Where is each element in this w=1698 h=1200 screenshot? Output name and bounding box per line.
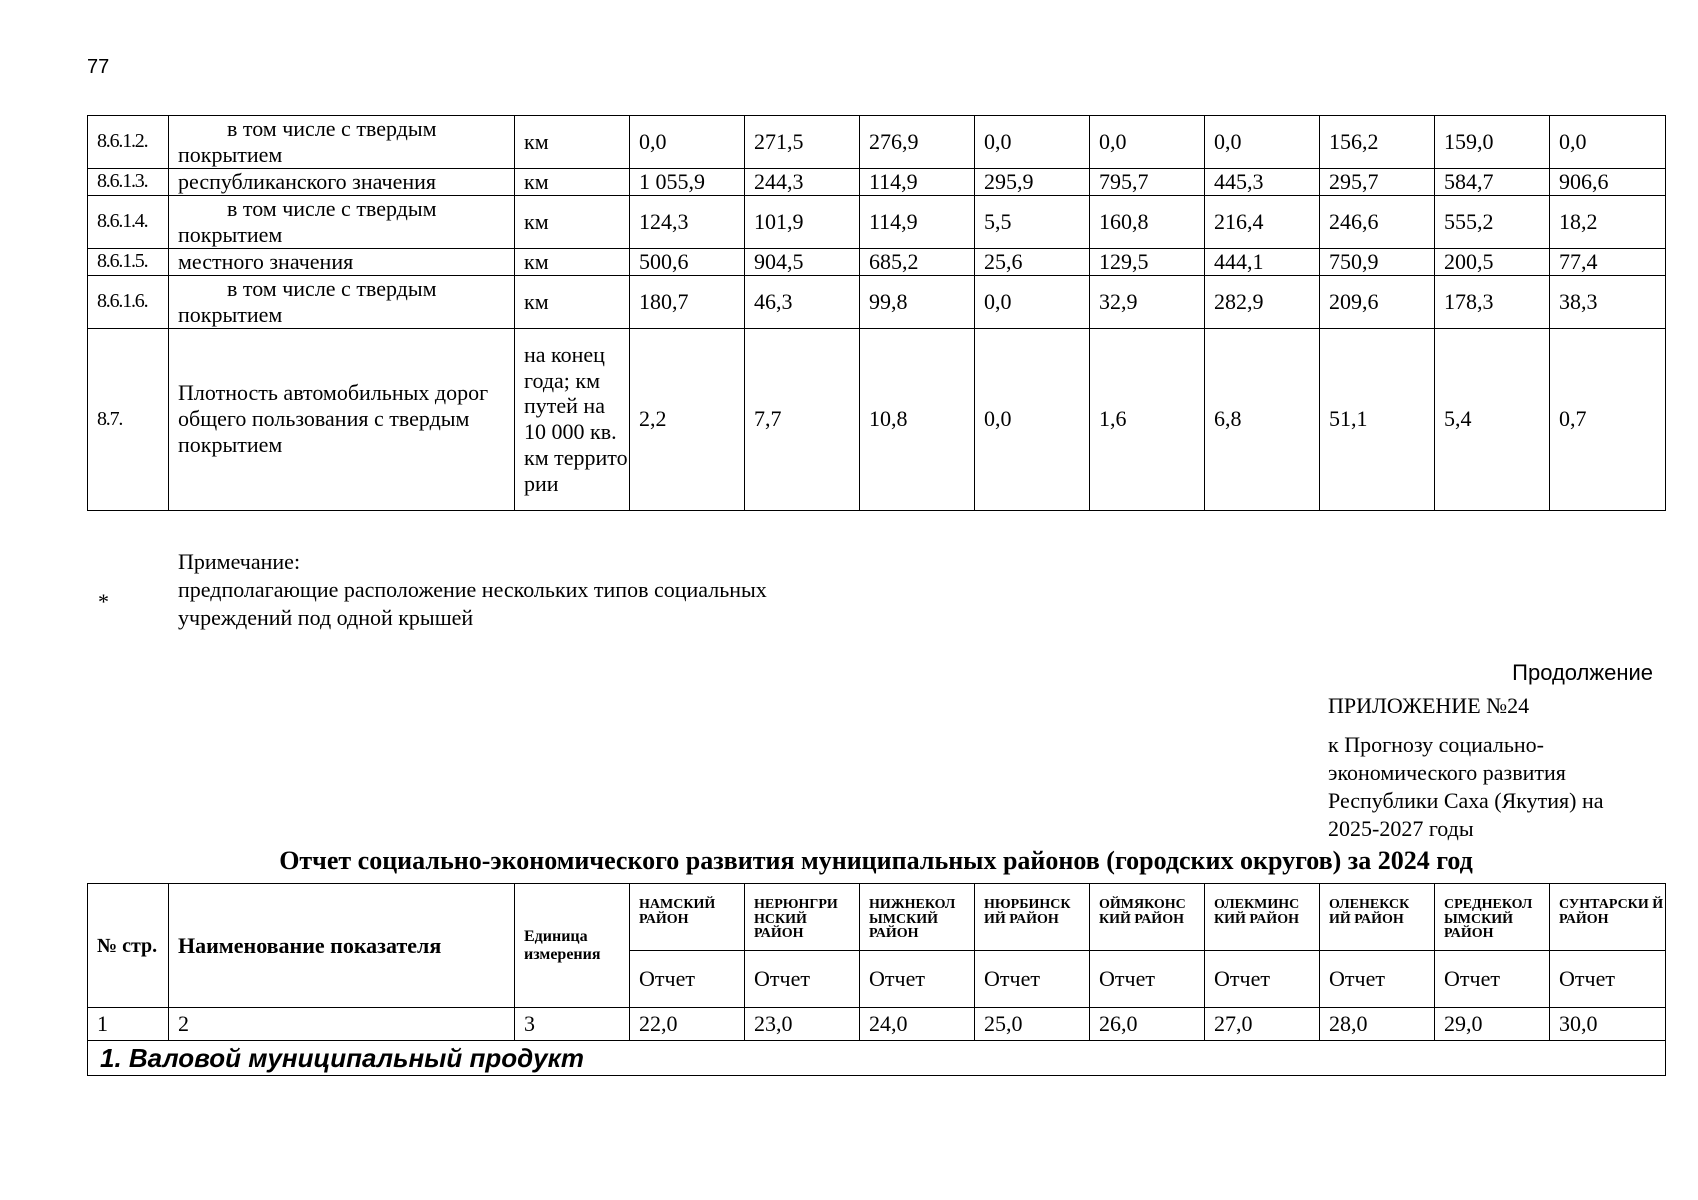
value-cell: 0,0 bbox=[975, 275, 1090, 328]
value-cell: 0,7 bbox=[1550, 328, 1666, 510]
value-cell: 5,4 bbox=[1435, 328, 1550, 510]
value-cell: 685,2 bbox=[860, 248, 975, 275]
index-cell: 3 bbox=[515, 1008, 630, 1041]
roads-table bbox=[87, 115, 1666, 511]
value-cell: 159,0 bbox=[1435, 116, 1550, 169]
row-name-line: в том числе с твердым bbox=[227, 196, 437, 221]
report-label: Отчет bbox=[1435, 951, 1550, 1008]
value-cell: 114,9 bbox=[860, 169, 975, 196]
district-header: НЮРБИНСК ИЙ РАЙОН bbox=[975, 884, 1090, 951]
appendix-title: ПРИЛОЖЕНИЕ №24 bbox=[1328, 693, 1530, 718]
value-cell: 244,3 bbox=[745, 169, 860, 196]
value-cell: 0,0 bbox=[975, 116, 1090, 169]
row-name-line: покрытием bbox=[178, 301, 283, 327]
value-cell: 156,2 bbox=[1320, 116, 1435, 169]
row-name-line: покрытием bbox=[178, 221, 283, 247]
row-code: 8.6.1.4. bbox=[88, 195, 169, 248]
value-cell: 904,5 bbox=[745, 248, 860, 275]
value-cell: 271,5 bbox=[745, 116, 860, 169]
district-header: НЕРЮНГРИ НСКИЙ РАЙОН bbox=[745, 884, 860, 951]
row-name bbox=[169, 195, 515, 248]
value-cell: 101,9 bbox=[745, 195, 860, 248]
district-header: ОЙМЯКОНС КИЙ РАЙОН bbox=[1090, 884, 1205, 951]
table-row bbox=[88, 275, 1666, 328]
table-row bbox=[88, 195, 1666, 248]
header-row-number: № стр. bbox=[88, 884, 169, 1008]
report-title: Отчет социально-экономического развития муниципальных районов (городских округов) за 2024 год bbox=[279, 846, 1473, 875]
index-cell: 2 bbox=[169, 1008, 515, 1041]
value-cell: 2,2 bbox=[630, 328, 745, 510]
report-label: Отчет bbox=[1550, 951, 1666, 1008]
value-cell: 7,7 bbox=[745, 328, 860, 510]
header-unit: Единица измерения bbox=[515, 884, 630, 1008]
value-cell: 584,7 bbox=[1435, 169, 1550, 196]
value-cell: 246,6 bbox=[1320, 195, 1435, 248]
report-label: Отчет bbox=[975, 951, 1090, 1008]
header-indicator-name: Наименование показателя bbox=[169, 884, 515, 1008]
value-cell: 209,6 bbox=[1320, 275, 1435, 328]
value-cell: 46,3 bbox=[745, 275, 860, 328]
row-code: 8.6.1.5. bbox=[88, 248, 169, 275]
value-cell: 25,6 bbox=[975, 248, 1090, 275]
row-unit: км bbox=[515, 275, 630, 328]
row-name-line: в том числе с твердым bbox=[227, 116, 437, 142]
index-cell: 22,0 bbox=[630, 1008, 745, 1041]
row-unit: на конец года; км путей на 10 000 кв. км террито рии bbox=[515, 328, 630, 510]
row-name bbox=[169, 275, 515, 328]
section-title: 1. Валовой муниципальный продукт bbox=[88, 1041, 1666, 1076]
value-cell: 0,0 bbox=[1205, 116, 1320, 169]
row-unit: км bbox=[515, 169, 630, 196]
value-cell: 10,8 bbox=[860, 328, 975, 510]
district-header: ОЛЕНЕКСК ИЙ РАЙОН bbox=[1320, 884, 1435, 951]
table-row bbox=[88, 169, 1666, 196]
value-cell: 750,9 bbox=[1320, 248, 1435, 275]
table-row bbox=[88, 248, 1666, 275]
value-cell: 114,9 bbox=[860, 195, 975, 248]
value-cell: 0,0 bbox=[630, 116, 745, 169]
value-cell: 124,3 bbox=[630, 195, 745, 248]
value-cell: 129,5 bbox=[1090, 248, 1205, 275]
value-cell: 5,5 bbox=[975, 195, 1090, 248]
report-label: Отчет bbox=[1205, 951, 1320, 1008]
note-asterisk: * bbox=[98, 589, 109, 614]
value-cell: 18,2 bbox=[1550, 195, 1666, 248]
value-cell: 178,3 bbox=[1435, 275, 1550, 328]
value-cell: 282,9 bbox=[1205, 275, 1320, 328]
value-cell: 32,9 bbox=[1090, 275, 1205, 328]
value-cell: 77,4 bbox=[1550, 248, 1666, 275]
report-table bbox=[87, 883, 1666, 1076]
value-cell: 160,8 bbox=[1090, 195, 1205, 248]
value-cell: 180,7 bbox=[630, 275, 745, 328]
value-cell: 445,3 bbox=[1205, 169, 1320, 196]
report-label: Отчет bbox=[1320, 951, 1435, 1008]
index-cell: 29,0 bbox=[1435, 1008, 1550, 1041]
page-number: 77 bbox=[87, 56, 110, 78]
row-code: 8.6.1.2. bbox=[88, 116, 169, 169]
value-cell: 906,6 bbox=[1550, 169, 1666, 196]
index-cell: 26,0 bbox=[1090, 1008, 1205, 1041]
note-text: предполагающие расположение нескольких типов социальных учреждений под одной крышей bbox=[178, 577, 767, 630]
index-cell: 30,0 bbox=[1550, 1008, 1666, 1041]
row-name-line: покрытием bbox=[178, 142, 283, 167]
value-cell: 276,9 bbox=[860, 116, 975, 169]
district-header: СУНТАРСКИ Й РАЙОН bbox=[1550, 884, 1666, 951]
report-label: Отчет bbox=[1090, 951, 1205, 1008]
appendix-description: к Прогнозу социально-экономического развития Республики Саха (Якутия) на 2025-2027 годы bbox=[1328, 732, 1604, 841]
value-cell: 1 055,9 bbox=[630, 169, 745, 196]
district-header: ОЛЕКМИНС КИЙ РАЙОН bbox=[1205, 884, 1320, 951]
row-unit: км bbox=[515, 195, 630, 248]
index-cell: 28,0 bbox=[1320, 1008, 1435, 1041]
value-cell: 0,0 bbox=[1550, 116, 1666, 169]
index-cell: 25,0 bbox=[975, 1008, 1090, 1041]
value-cell: 500,6 bbox=[630, 248, 745, 275]
continuation-label: Продолжение bbox=[1512, 660, 1653, 685]
row-name: республиканского значения bbox=[169, 169, 515, 196]
value-cell: 1,6 bbox=[1090, 328, 1205, 510]
note-title: Примечание: bbox=[178, 549, 301, 574]
index-cell: 24,0 bbox=[860, 1008, 975, 1041]
row-code: 8.6.1.6. bbox=[88, 275, 169, 328]
value-cell: 200,5 bbox=[1435, 248, 1550, 275]
value-cell: 444,1 bbox=[1205, 248, 1320, 275]
report-label: Отчет bbox=[745, 951, 860, 1008]
value-cell: 38,3 bbox=[1550, 275, 1666, 328]
value-cell: 0,0 bbox=[1090, 116, 1205, 169]
table-row bbox=[88, 328, 1666, 510]
value-cell: 795,7 bbox=[1090, 169, 1205, 196]
value-cell: 295,7 bbox=[1320, 169, 1435, 196]
row-name-line: в том числе с твердым bbox=[227, 275, 437, 301]
value-cell: 555,2 bbox=[1435, 195, 1550, 248]
row-code: 8.7. bbox=[88, 328, 169, 510]
report-label: Отчет bbox=[860, 951, 975, 1008]
value-cell: 51,1 bbox=[1320, 328, 1435, 510]
index-cell: 23,0 bbox=[745, 1008, 860, 1041]
value-cell: 216,4 bbox=[1205, 195, 1320, 248]
row-name: местного значения bbox=[169, 248, 515, 275]
value-cell: 99,8 bbox=[860, 275, 975, 328]
row-unit: км bbox=[515, 116, 630, 169]
report-label: Отчет bbox=[630, 951, 745, 1008]
district-header: НАМСКИЙ РАЙОН bbox=[630, 884, 745, 951]
table-row bbox=[88, 116, 1666, 169]
district-header: НИЖНЕКОЛ ЫМСКИЙ РАЙОН bbox=[860, 884, 975, 951]
row-name: Плотность автомобильных дорог общего пользования с твердым покрытием bbox=[169, 328, 515, 510]
row-code: 8.6.1.3. bbox=[88, 169, 169, 196]
index-cell: 1 bbox=[88, 1008, 169, 1041]
district-header: СРЕДНЕКОЛ ЫМСКИЙ РАЙОН bbox=[1435, 884, 1550, 951]
row-name bbox=[169, 116, 515, 169]
value-cell: 0,0 bbox=[975, 328, 1090, 510]
row-unit: км bbox=[515, 248, 630, 275]
value-cell: 295,9 bbox=[975, 169, 1090, 196]
index-cell: 27,0 bbox=[1205, 1008, 1320, 1041]
value-cell: 6,8 bbox=[1205, 328, 1320, 510]
